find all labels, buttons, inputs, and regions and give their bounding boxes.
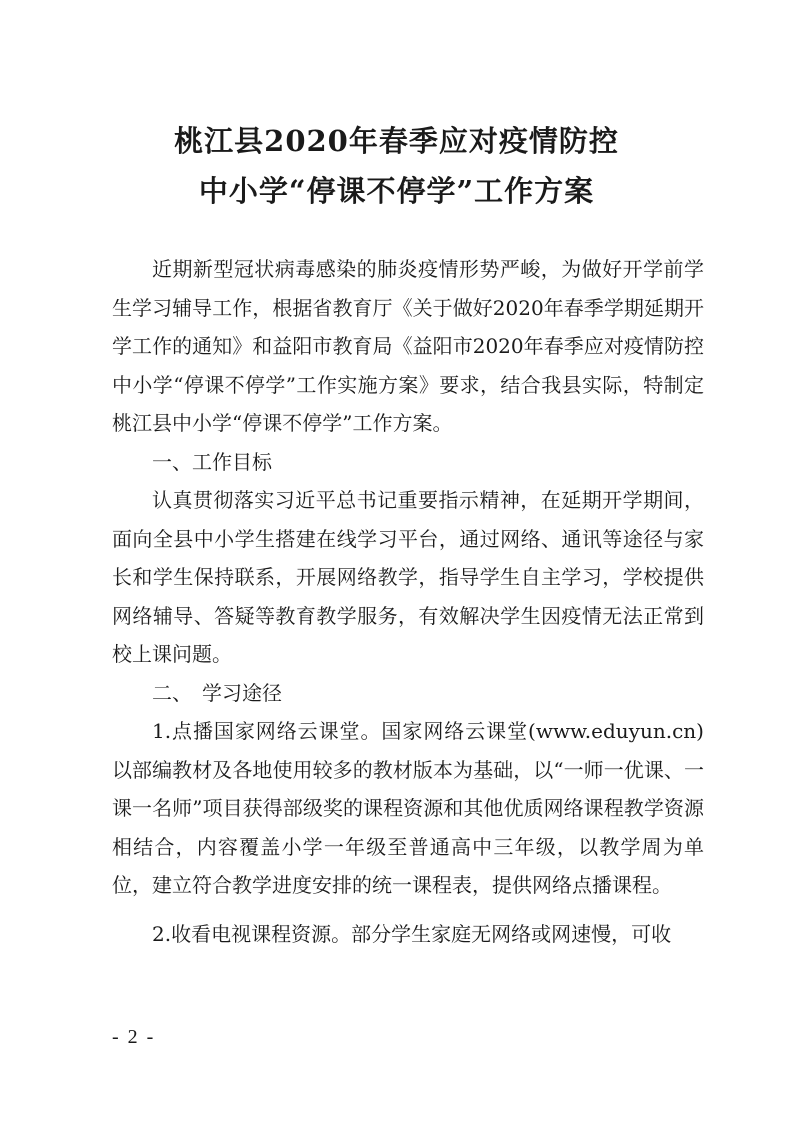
document-title-line-1: 桃江县2020年春季应对疫情防控 [174, 124, 619, 158]
approach-item-2: 2.收看电视课程资源。部分学生家庭无网络或网速慢，可收 [152, 921, 672, 946]
approach-item-1: 1.点播国家网络云课堂。国家网络云课堂(www.eduyun.cn)以部编教材及各地使用较多的教材版本为基础，以“一师一优课、一课一名师”项目获得部级奖的课程资源和其他优质网络课程教学资源相结合，内容覆盖小学一年级至普通高中三年级，以教学周为单位，建立符合教学进度安排的统一课程表，提供网络点播课程。 [112, 719, 704, 897]
document-title-line-2: 中小学“停课不停学”工作方案 [198, 174, 595, 208]
document-body [112, 250, 704, 953]
intro-paragraph: 近期新型冠状病毒感染的肺炎疫情形势严峻，为做好开学前学生学习辅导工作，根据省教育厅《关于做好2020年春季学期延期开学工作的通知》和益阳市教育局《益阳市2020年春季应对疫情防控中小学“停课不停学”工作实施方案》要求，结合我县实际，特制定桃江县中小学“停课不停学”工作方案。 [112, 257, 704, 435]
section-heading-approaches: 二、 学习途径 [152, 680, 282, 705]
goals-paragraph: 认真贯彻落实习近平总书记重要指示精神，在延期开学期间，面向全县中小学生搭建在线学习平台，通过网络、通讯等途径与家长和学生保持联系，开展网络教学，指导学生自主学习，学校提供网络辅导、答疑等教育教学服务，有效解决学生因疫情无法正常到校上课问题。 [112, 488, 704, 666]
page-number: - 2 - [112, 1026, 156, 1048]
section-heading-goals: 一、工作目标 [152, 449, 272, 474]
